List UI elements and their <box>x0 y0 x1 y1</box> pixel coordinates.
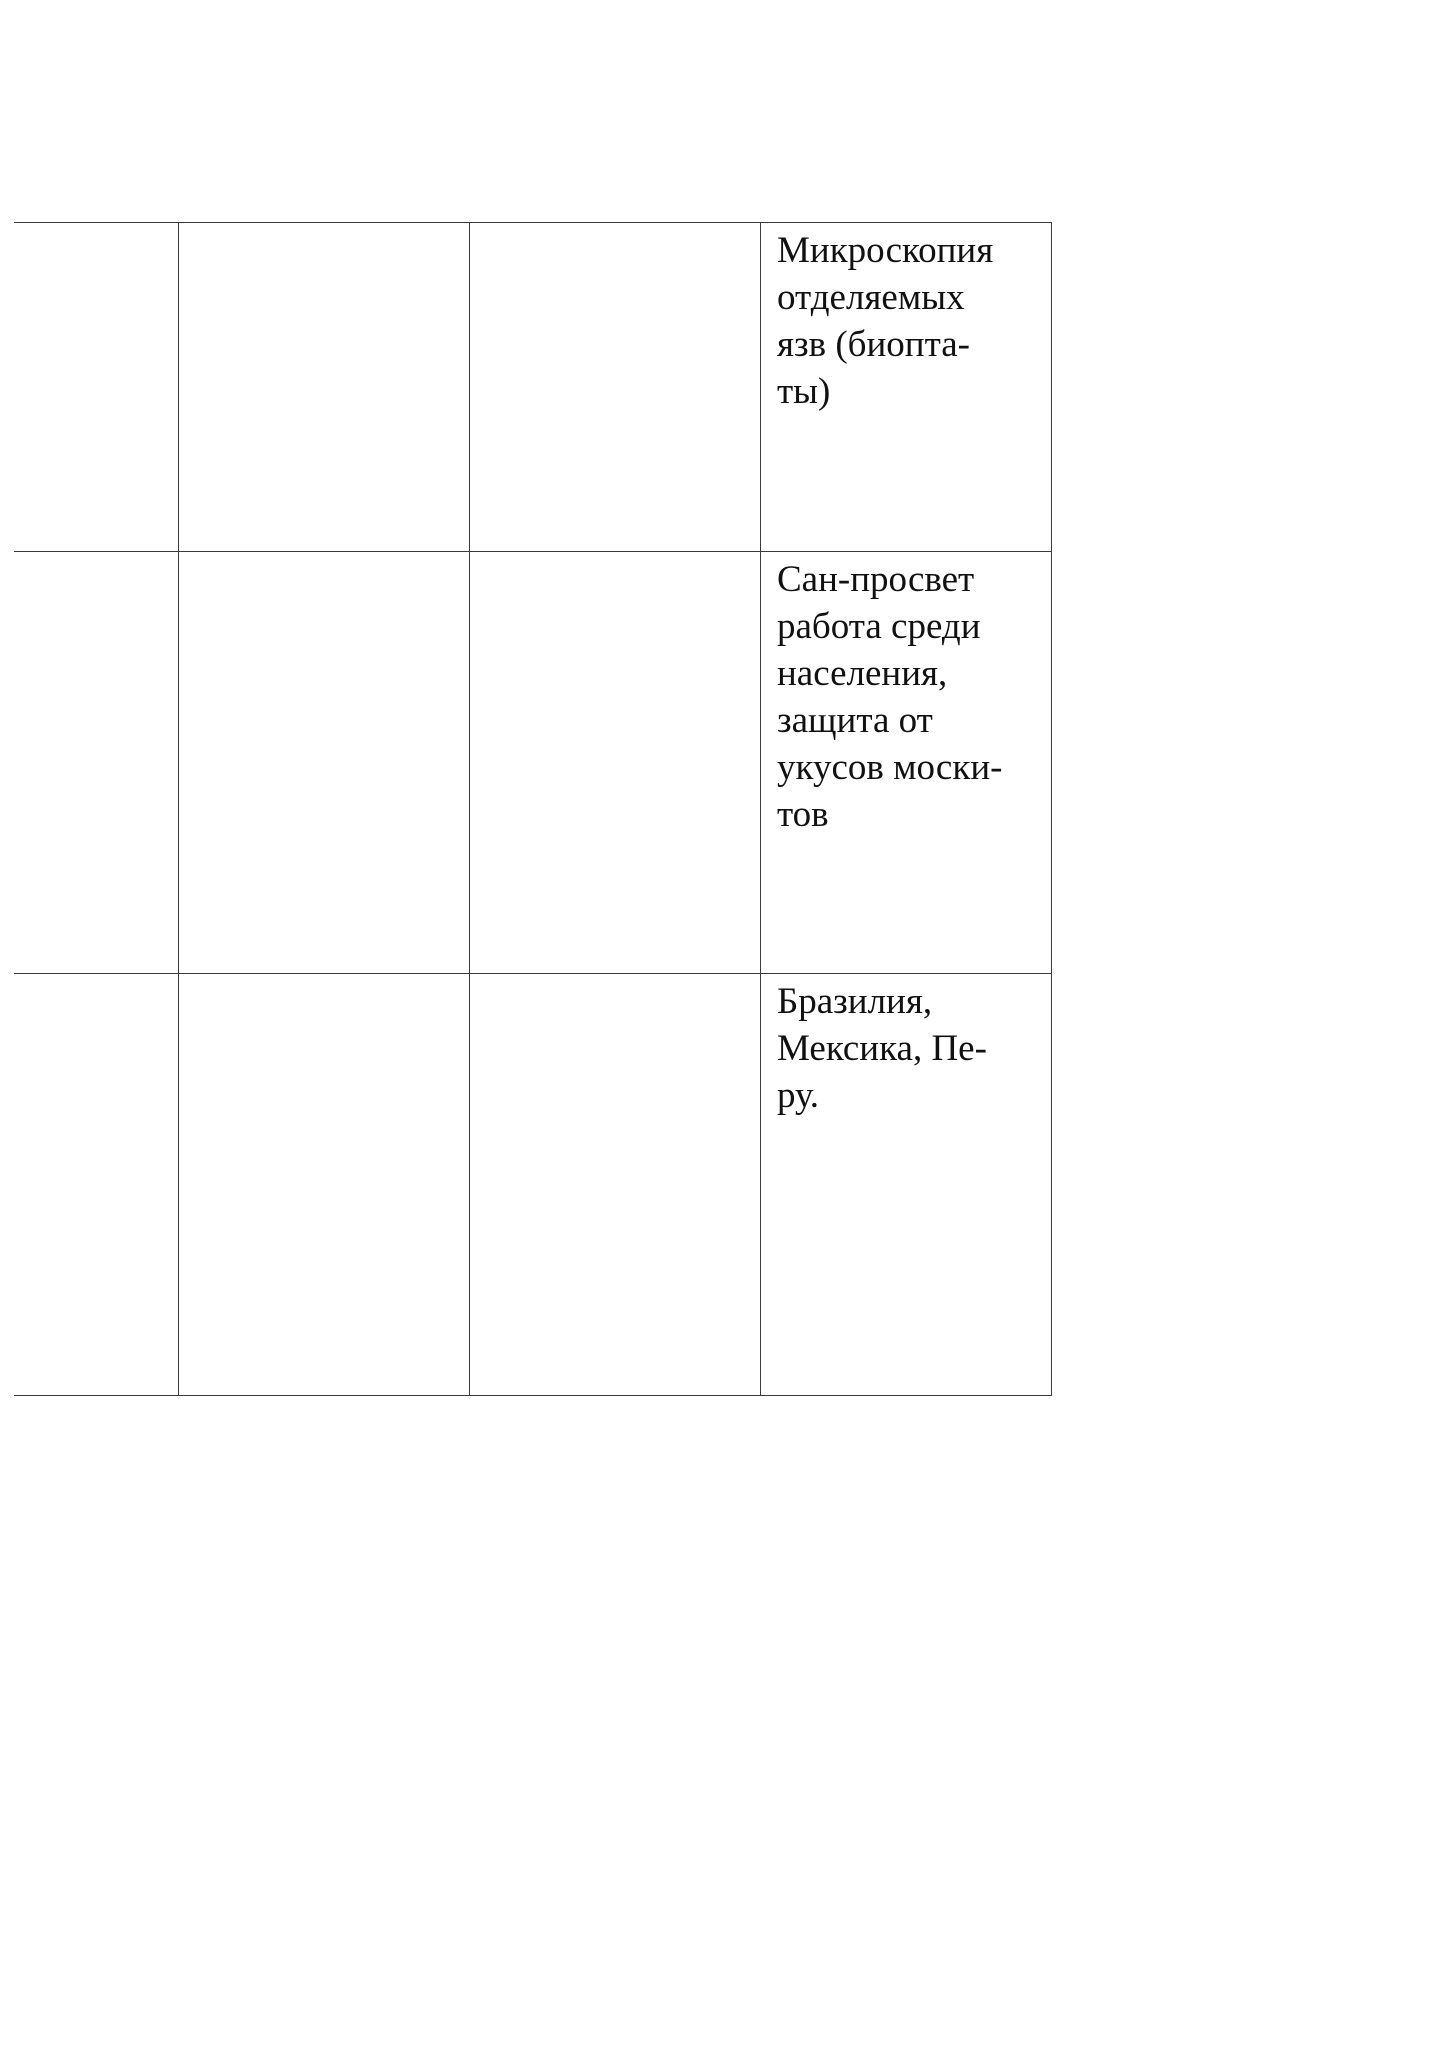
table-cell <box>470 552 761 974</box>
cell-text <box>14 974 178 978</box>
cell-text <box>179 552 469 556</box>
table-cell <box>761 552 1052 974</box>
table-cell <box>14 223 179 552</box>
cell-text-diagnosis: Микроскопия отделяемых язв (биопта- ты) <box>777 230 994 412</box>
cell-text-regions: Бразилия, Мексика, Пе- ру. <box>777 981 987 1116</box>
table-row <box>14 552 1052 974</box>
cell-text <box>14 552 178 556</box>
table-cell <box>470 223 761 552</box>
cell-text-prevention: Сан-просвет работа среди населения, защита от укусов моски- тов <box>777 559 1003 835</box>
table-cell <box>470 974 761 1396</box>
table-row <box>14 223 1052 552</box>
table-cell <box>761 974 1052 1396</box>
cell-text <box>179 223 469 227</box>
cell-text <box>179 974 469 978</box>
cell-text <box>470 974 760 978</box>
cell-text <box>470 552 760 556</box>
table-cell <box>179 974 470 1396</box>
table-cell <box>179 223 470 552</box>
data-table <box>14 222 1052 1396</box>
table-cell <box>761 223 1052 552</box>
table-cell <box>14 974 179 1396</box>
table-cell <box>14 552 179 974</box>
cell-text <box>470 223 760 227</box>
table-row <box>14 974 1052 1396</box>
table-cell <box>179 552 470 974</box>
cell-text <box>14 223 178 227</box>
